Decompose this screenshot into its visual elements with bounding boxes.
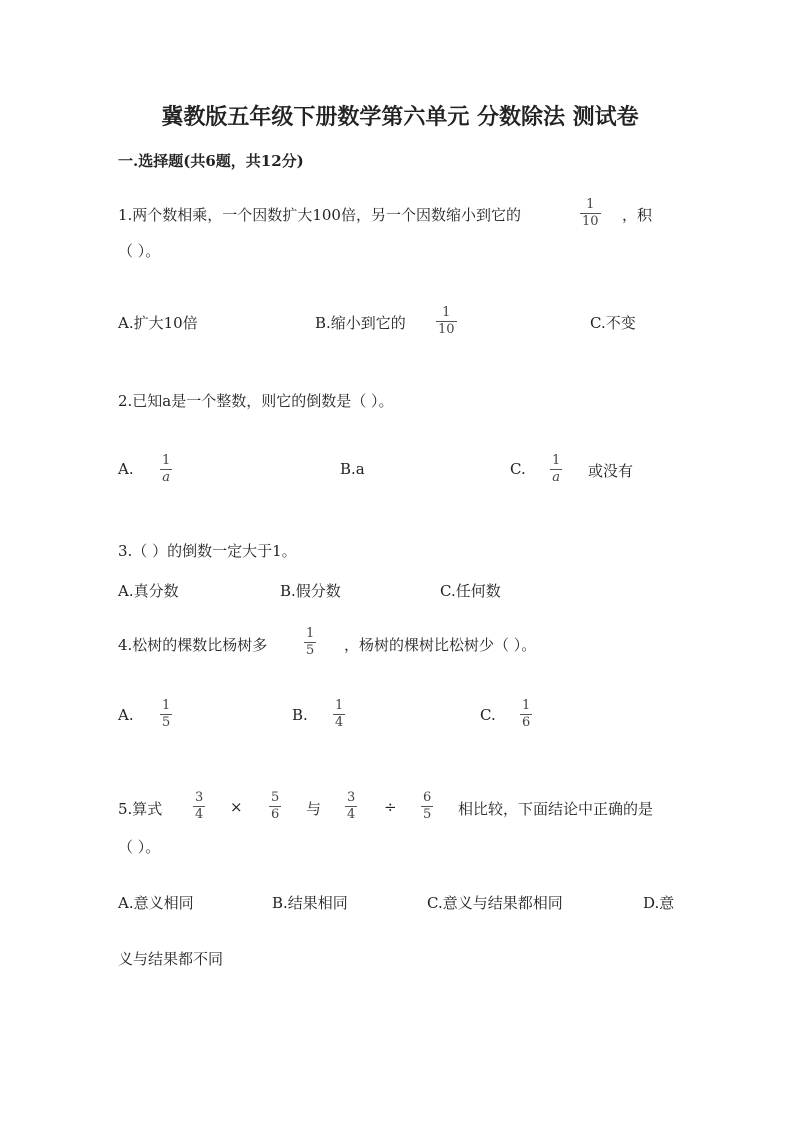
q1-option-b: B.缩小到它的 xyxy=(315,314,406,332)
q4-text: 4.松树的棵数比杨树多 xyxy=(118,636,268,654)
q5-f4-den: 5 xyxy=(423,807,432,822)
q4-optc-num: 1 xyxy=(522,698,531,713)
q2-option-c: C. xyxy=(510,460,526,478)
q4-text-tail: ，杨树的棵树比松树少（ ）。 xyxy=(344,636,537,654)
q4-option-c: C. xyxy=(480,706,496,724)
q3-text: 3.（ ）的倒数一定大于1。 xyxy=(118,542,297,560)
q1-optb-num: 1 xyxy=(442,305,451,320)
q5-option-b: B.结果相同 xyxy=(272,894,348,912)
q4-option-c-fraction xyxy=(520,699,532,730)
q1-blank: （ ）。 xyxy=(118,242,161,260)
q2-option-b: B.a xyxy=(340,460,365,478)
q5-text-tail: 相比较，下面结论中正确的是 xyxy=(458,800,654,818)
q5-f1-num: 3 xyxy=(195,790,204,805)
q4-optc-den: 6 xyxy=(522,715,531,730)
q1-option-a: A.扩大10倍 xyxy=(118,314,198,332)
q5-option-d-cont: 义与结果都不同 xyxy=(118,950,224,968)
q4-fraction xyxy=(304,627,316,658)
q3-option-a: A.真分数 xyxy=(118,582,179,600)
q1-frac-num: 1 xyxy=(586,197,595,212)
q4-optb-den: 4 xyxy=(335,715,344,730)
q5-and-text: 与 xyxy=(306,800,322,818)
q5-blank: （ ）。 xyxy=(118,838,161,856)
page-title: 冀教版五年级下册数学第六单元 分数除法 测试卷 xyxy=(161,104,639,130)
q5-fraction-2 xyxy=(269,791,281,822)
q4-option-a: A. xyxy=(118,706,134,724)
q5-fraction-4 xyxy=(421,791,433,822)
q2-opta-den: a xyxy=(162,470,171,485)
q5-fraction-1 xyxy=(193,791,205,822)
q5-fraction-3 xyxy=(345,791,357,822)
q5-option-c: C.意义与结果都相同 xyxy=(427,894,563,912)
q1-frac-den: 10 xyxy=(582,214,599,229)
q1-option-c: C.不变 xyxy=(590,314,636,332)
q4-frac-den: 5 xyxy=(306,643,315,658)
q1-optb-den: 10 xyxy=(438,322,455,337)
q2-option-c-tail: 或没有 xyxy=(588,462,634,480)
q2-opta-num: 1 xyxy=(162,453,171,468)
q4-option-b-fraction xyxy=(333,699,345,730)
q4-opta-num: 1 xyxy=(162,698,171,713)
q5-f1-den: 4 xyxy=(195,807,204,822)
q2-option-a: A. xyxy=(118,460,134,478)
q1-text: 1.两个数相乘，一个因数扩大100倍，另一个因数缩小到它的 xyxy=(118,206,521,224)
q2-option-a-fraction xyxy=(160,454,172,485)
q2-optc-num: 1 xyxy=(552,453,561,468)
q4-frac-num: 1 xyxy=(306,626,315,641)
q1-fraction xyxy=(580,198,601,229)
q5-f4-num: 6 xyxy=(423,790,432,805)
q5-text: 5.算式 xyxy=(118,800,163,818)
q3-option-b: B.假分数 xyxy=(280,582,341,600)
q5-option-a: A.意义相同 xyxy=(118,894,194,912)
q5-f2-num: 5 xyxy=(271,790,280,805)
q3-option-c: C.任何数 xyxy=(440,582,501,600)
q2-option-c-fraction xyxy=(550,454,562,485)
q4-opta-den: 5 xyxy=(162,715,171,730)
q5-option-d: D.意 xyxy=(643,894,675,912)
q5-f2-den: 6 xyxy=(271,807,280,822)
q5-f3-num: 3 xyxy=(347,790,356,805)
q2-text: 2.已知a是一个整数，则它的倒数是（ ）。 xyxy=(118,392,394,410)
q4-option-b: B. xyxy=(292,706,308,724)
q5-f3-den: 4 xyxy=(347,807,356,822)
q4-optb-num: 1 xyxy=(335,698,344,713)
q5-divide-sign: ÷ xyxy=(384,798,397,816)
q4-option-a-fraction xyxy=(160,699,172,730)
q2-optc-den: a xyxy=(552,470,561,485)
q1-text-tail: ，积 xyxy=(622,206,653,224)
q1-option-b-fraction xyxy=(436,306,457,337)
section-heading: 一.选择题(共6题，共12分) xyxy=(118,152,304,170)
q5-times-sign: × xyxy=(230,798,243,816)
